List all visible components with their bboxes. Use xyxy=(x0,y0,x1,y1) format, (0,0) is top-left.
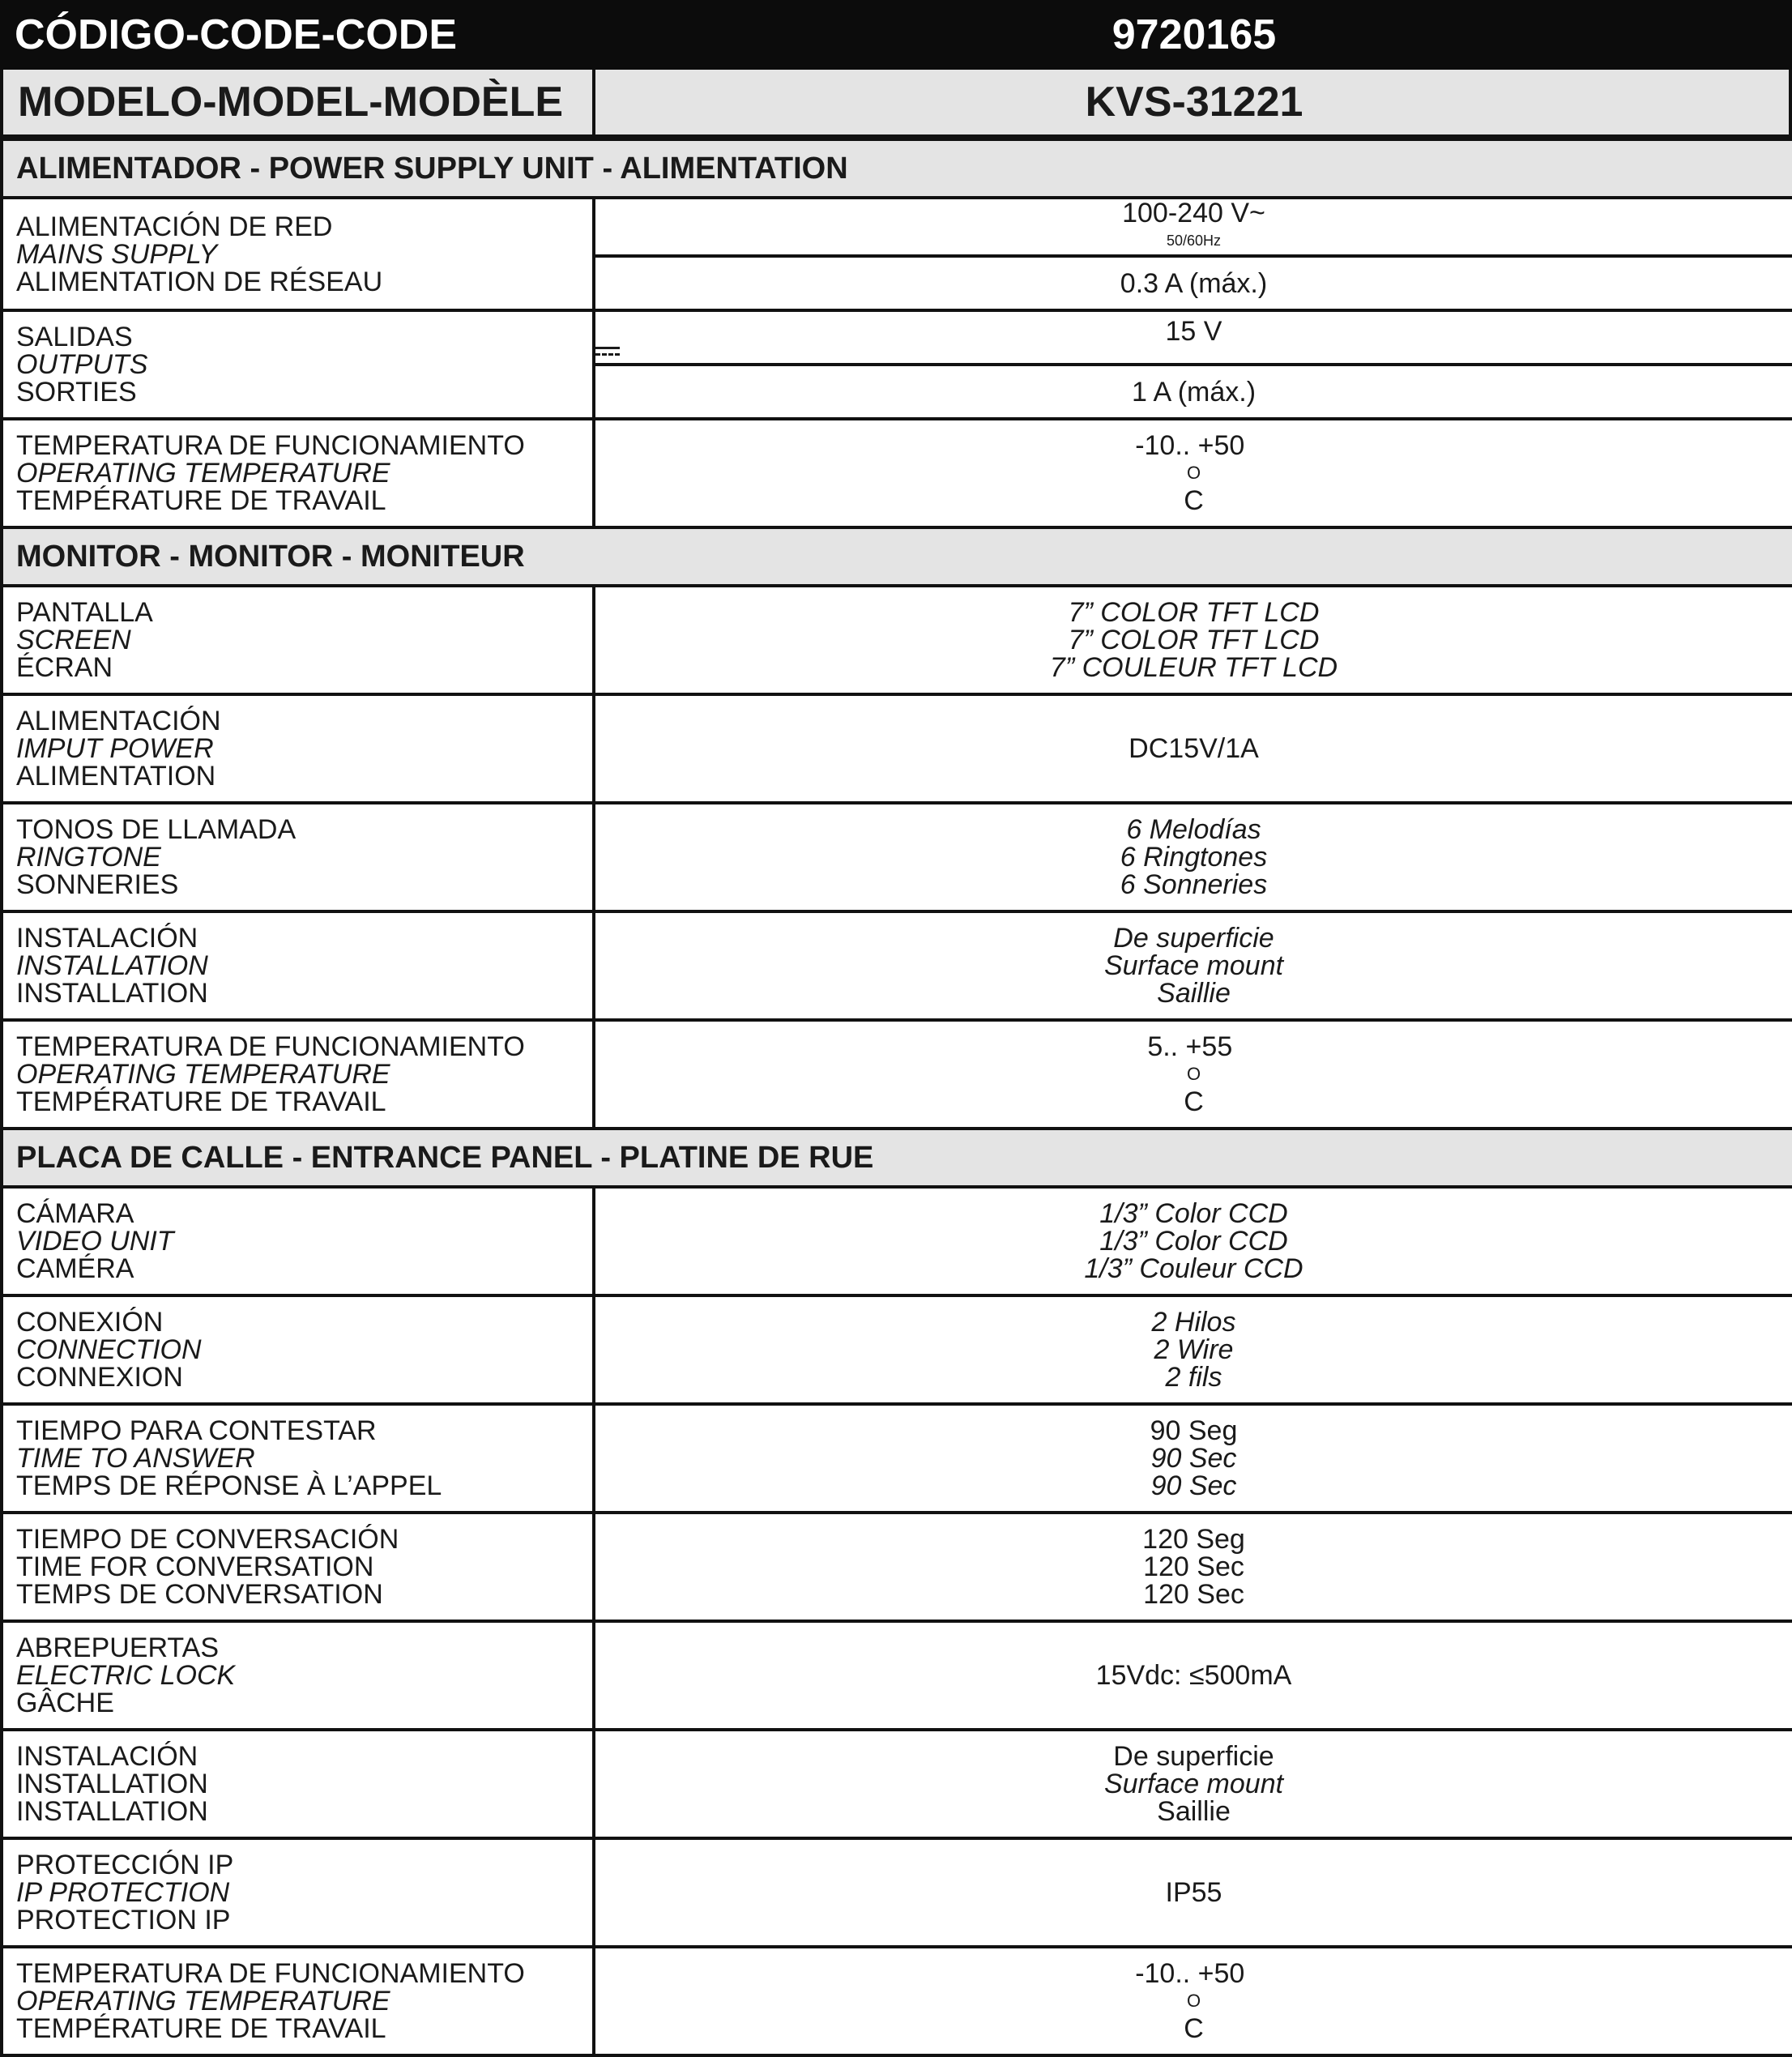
table-row xyxy=(2,694,1792,803)
table-row xyxy=(2,1621,1792,1730)
ringtone-value: 6 Melodías 6 Ringtones 6 Sonneries xyxy=(594,803,1792,911)
code-label: CÓDIGO-CODE-CODE xyxy=(15,11,457,58)
conversation-time-label: TIEMPO DE CONVERSACIÓN TIME FOR CONVERSATION TEMPS DE CONVERSATION xyxy=(2,1513,594,1621)
table-row xyxy=(2,586,1792,694)
panel-temperature-label: TEMPERATURA DE FUNCIONAMIENTO OPERATING TEMPERATURE TEMPÉRATURE DE TRAVAIL xyxy=(2,1947,594,2055)
panel-temperature-value: -10.. +50 O C xyxy=(594,1947,1792,2055)
table-row xyxy=(2,1838,1792,1947)
table-row xyxy=(2,1730,1792,1838)
monitor-temperature-label: TEMPERATURA DE FUNCIONAMIENTO OPERATING TEMPERATURE TEMPÉRATURE DE TRAVAIL xyxy=(2,1020,594,1129)
input-power-value: DC15V/1A xyxy=(594,694,1792,803)
screen-value: 7” COLOR TFT LCD 7” COLOR TFT LCD 7” COULEUR TFT LCD xyxy=(594,586,1792,694)
mains-voltage-value: 100-240 V~ 50/60Hz xyxy=(594,198,1792,256)
table-row xyxy=(2,1947,1792,2055)
outputs-label: SALIDAS OUTPUTS SORTIES xyxy=(2,310,594,419)
outputs-voltage-value: 15 V xyxy=(594,310,1792,365)
power-temperature-label: TEMPERATURA DE FUNCIONAMIENTO OPERATING TEMPERATURE TEMPÉRATURE DE TRAVAIL xyxy=(2,419,594,527)
section-header-monitor xyxy=(2,527,1792,586)
electric-lock-value: 15Vdc: ≤500mA xyxy=(594,1621,1792,1730)
dc-symbol-icon xyxy=(595,345,620,358)
table-row xyxy=(2,1404,1792,1513)
input-power-label: ALIMENTACIÓN IMPUT POWER ALIMENTATION xyxy=(2,694,594,803)
ip-protection-label: PROTECCIÓN IP IP PROTECTION PROTECTION IP xyxy=(2,1838,594,1947)
panel-installation-value: De superficie Surface mount Saillie xyxy=(594,1730,1792,1838)
screen-label: PANTALLA SCREEN ÉCRAN xyxy=(2,586,594,694)
outputs-current-value: 1 A (máx.) xyxy=(594,365,1792,419)
table-row xyxy=(2,803,1792,911)
code-row xyxy=(0,0,1792,70)
mains-current-value: 0.3 A (máx.) xyxy=(594,256,1792,310)
model-value: KVS-31221 xyxy=(1085,79,1303,126)
section-title-monitor: MONITOR - MONITOR - MONITEUR xyxy=(2,527,1792,586)
model-label: MODELO-MODEL-MODÈLE xyxy=(18,79,564,126)
camera-label: CÁMARA VIDEO UNIT CAMÉRA xyxy=(2,1187,594,1295)
mains-frequency: 50/60Hz xyxy=(1166,233,1222,249)
table-row xyxy=(2,1295,1792,1404)
monitor-installation-value: De superficie Surface mount Saillie xyxy=(594,911,1792,1020)
section-header-power xyxy=(2,139,1792,198)
code-value: 9720165 xyxy=(1111,11,1277,58)
answer-time-value: 90 Seg 90 Sec 90 Sec xyxy=(594,1404,1792,1513)
panel-installation-label: INSTALACIÓN INSTALLATION INSTALLATION xyxy=(2,1730,594,1838)
section-title-power: ALIMENTADOR - POWER SUPPLY UNIT - ALIMENTATION xyxy=(2,139,1792,198)
section-header-entrance xyxy=(2,1129,1792,1187)
spec-table xyxy=(0,138,1792,2057)
camera-value: 1/3” Color CCD 1/3” Color CCD 1/3” Couleur CCD xyxy=(594,1187,1792,1295)
table-row xyxy=(2,1187,1792,1295)
table-row xyxy=(2,419,1792,527)
table-row xyxy=(2,911,1792,1020)
electric-lock-label: ABREPUERTAS ELECTRIC LOCK GÂCHE xyxy=(2,1621,594,1730)
answer-time-label: TIEMPO PARA CONTESTAR TIME TO ANSWER TEMPS DE RÉPONSE À L’APPEL xyxy=(2,1404,594,1513)
section-title-entrance: PLACA DE CALLE - ENTRANCE PANEL - PLATINE DE RUE xyxy=(2,1129,1792,1187)
ip-protection-value: IP55 xyxy=(594,1838,1792,1947)
monitor-installation-label: INSTALACIÓN INSTALLATION INSTALLATION xyxy=(2,911,594,1020)
mains-supply-label: ALIMENTACIÓN DE RED MAINS SUPPLY ALIMENTATION DE RÉSEAU xyxy=(2,198,594,310)
connection-value: 2 Hilos 2 Wire 2 fils xyxy=(594,1295,1792,1404)
model-row xyxy=(0,70,1792,138)
connection-label: CONEXIÓN CONNECTION CONNEXION xyxy=(2,1295,594,1404)
model-divider xyxy=(592,70,595,134)
monitor-temperature-value: 5.. +55 O C xyxy=(594,1020,1792,1129)
table-row xyxy=(2,1513,1792,1621)
power-temperature-value: -10.. +50 O C xyxy=(594,419,1792,527)
table-row xyxy=(2,198,1792,256)
table-row xyxy=(2,310,1792,365)
conversation-time-value: 120 Seg 120 Sec 120 Sec xyxy=(594,1513,1792,1621)
ringtone-label: TONOS DE LLAMADA RINGTONE SONNERIES xyxy=(2,803,594,911)
table-row xyxy=(2,1020,1792,1129)
